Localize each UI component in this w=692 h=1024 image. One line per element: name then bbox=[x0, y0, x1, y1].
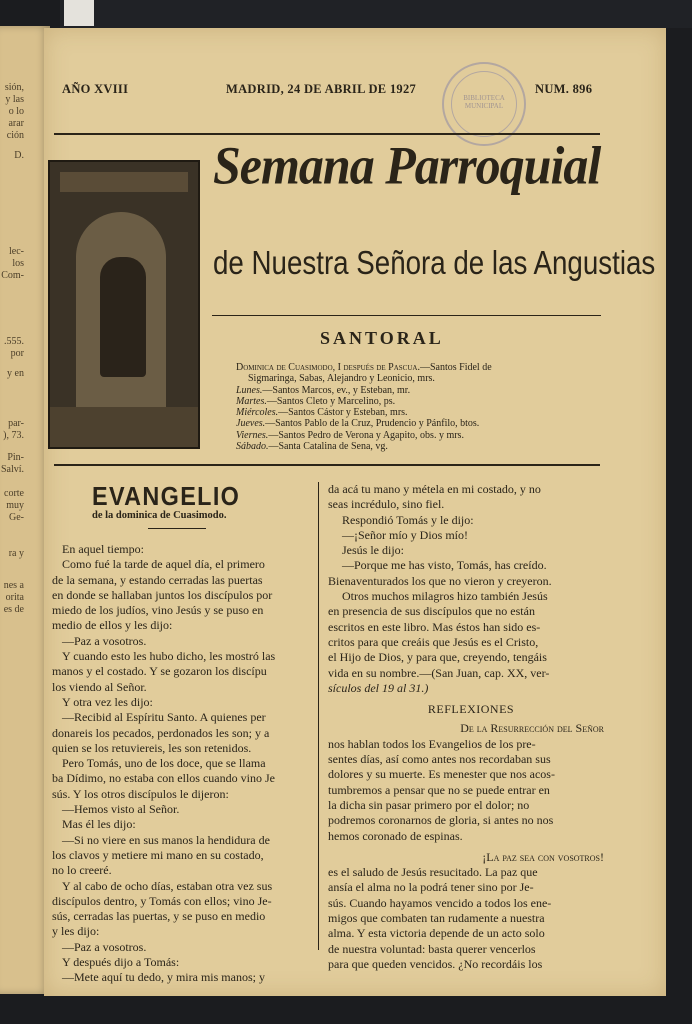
text-line: no lo creeré. bbox=[52, 863, 112, 878]
text-line: —Mete aquí tu dedo, y mira mis manos; y bbox=[62, 970, 265, 985]
left-fragment: ra y bbox=[8, 548, 24, 559]
text-line: medio de ellos y les dijo: bbox=[52, 618, 173, 633]
left-fragment: D. bbox=[14, 150, 24, 161]
santoral-line: Lunes.—Santos Marcos, ev., y Esteban, mr. bbox=[236, 384, 411, 396]
left-fragment: Com- bbox=[1, 270, 24, 281]
left-fragment: y en bbox=[7, 368, 24, 379]
left-page-edge bbox=[0, 26, 50, 994]
text-line: Y cuando esto les hubo dicho, les mostró las bbox=[62, 649, 276, 664]
left-fragment: nes a bbox=[3, 580, 24, 591]
text-line: manos y el costado. Y se gozaron los discípu bbox=[52, 664, 267, 679]
left-fragment: orita bbox=[5, 592, 24, 603]
text-line: en donde se hallaban juntos los discípulos por bbox=[52, 587, 273, 602]
text-line: migos que combaten tan rudamente a nuestra bbox=[328, 911, 545, 926]
left-fragment: es de bbox=[3, 604, 24, 615]
text-line: quien se los retuviereis, les son retenidos. bbox=[52, 740, 252, 755]
text-line: —Si no viere en sus manos la hendidura de bbox=[62, 832, 270, 847]
evangelio-title: EVANGELIO bbox=[92, 481, 241, 511]
masthead-rule bbox=[212, 315, 601, 316]
text-line: En aquel tiempo: bbox=[62, 542, 144, 556]
left-fragment: Ge- bbox=[9, 512, 24, 523]
text-line: Y al cabo de ocho días, estaban otra vez sus bbox=[62, 878, 273, 893]
text-line: de la semana, y estando cerradas las puertas bbox=[52, 572, 263, 587]
evangelio-left-column bbox=[52, 542, 316, 986]
evangelio-subtitle: de la dominica de Cuasimodo. bbox=[92, 510, 227, 521]
text-line: para que queden vencidos. ¿No recordáis los bbox=[328, 956, 543, 971]
reflexiones-heading: REFLEXIONES bbox=[427, 702, 515, 717]
text-line: podremos coronarnos de gloria, si antes no nos bbox=[328, 813, 554, 828]
santoral-list bbox=[236, 362, 580, 452]
santoral-heading: SANTORAL bbox=[320, 328, 444, 348]
left-fragment: Pin- bbox=[7, 452, 24, 463]
left-fragment: o lo bbox=[8, 106, 24, 117]
header-year: AÑO XVIII bbox=[62, 82, 129, 96]
church-photo bbox=[48, 160, 200, 449]
stamp-text: BIBLIOTECA MUNICIPAL bbox=[463, 94, 505, 110]
text-line: el Hijo de Dios, y para que, creyendo, tengáis bbox=[328, 650, 547, 665]
text-line: discípulos dentro, y Tomás con ellos; vino Je- bbox=[52, 893, 272, 908]
text-line: Jesús le dijo: bbox=[342, 543, 404, 558]
text-line: critos para que creáis que Jesús es el Cristo, bbox=[328, 634, 539, 649]
santoral-line: Dominica de Cuasimodo, I después de Pascua.—Santos Fidel de bbox=[236, 362, 492, 373]
reflexiones-section: De la Resurrección del Señor bbox=[460, 721, 604, 736]
text-line: es el saludo de Jesús resucitado. La paz que bbox=[328, 865, 538, 880]
left-fragment: corte bbox=[4, 488, 24, 499]
text-line: —Paz a vosotros. bbox=[62, 633, 147, 648]
text-line: Y después dijo a Tomás: bbox=[62, 955, 180, 970]
text-line: seas incrédulo, sino fiel. bbox=[328, 497, 445, 512]
text-line: —Paz a vosotros. bbox=[62, 939, 147, 954]
left-fragment: arar bbox=[8, 118, 24, 129]
text-line: escritos en este libro. Mas éstos han sido es- bbox=[328, 619, 541, 634]
reflexiones-quote: ¡La paz sea con vosotros! bbox=[482, 849, 604, 864]
left-fragment: por bbox=[10, 348, 24, 359]
text-line: Y otra vez les dijo: bbox=[62, 694, 153, 709]
column-rule bbox=[318, 482, 319, 950]
left-fragment: ), 73. bbox=[3, 430, 24, 441]
section-rule bbox=[54, 464, 600, 466]
left-fragment: los bbox=[12, 258, 24, 269]
text-line: donareis los pecados, perdonados les son; y a bbox=[52, 725, 270, 740]
left-fragment: par- bbox=[8, 418, 24, 429]
text-line: Pero Tomás, uno de los doce, que se llama bbox=[62, 756, 266, 771]
scan-background-bar bbox=[60, 0, 692, 28]
text-line: los viendo al Señor. bbox=[52, 679, 147, 694]
text-line: —¡Señor mío y Dios mío! bbox=[342, 527, 468, 542]
text-line: sículos del 19 al 31.) bbox=[328, 680, 429, 695]
text-line: Bienaventurados los que no vieron y creyeron. bbox=[328, 573, 552, 588]
left-fragment: sión, bbox=[4, 82, 24, 93]
left-fragment: muy bbox=[6, 500, 24, 511]
text-line: ansía el alma no la podrá tener sino por Je- bbox=[328, 880, 534, 895]
left-fragment: ción bbox=[6, 130, 24, 141]
text-line: en presencia de sus discípulos que no están bbox=[328, 604, 535, 619]
text-line: tumbremos a pensar que no se puede entrar en bbox=[328, 782, 550, 797]
text-line: —Hemos visto al Señor. bbox=[62, 802, 180, 817]
text-line: Respondió Tomás y le dijo: bbox=[342, 512, 474, 527]
text-line: miedo de los judíos, vino Jesús y se puso en bbox=[52, 603, 264, 618]
text-line: —Porque me has visto, Tomás, has creído. bbox=[342, 558, 547, 573]
santoral-line: Martes.—Santos Cleto y Marcelino, ps. bbox=[236, 395, 396, 407]
text-line: —Recibid al Espíritu Santo. A quienes per bbox=[62, 710, 266, 725]
masthead-title: Semana Parroquial bbox=[213, 134, 601, 196]
santoral-line: Jueves.—Santos Pablo de la Cruz, Prudencio y Pánfilo, btos. bbox=[236, 418, 480, 430]
evangelio-rule bbox=[148, 528, 206, 529]
text-line: dolores y su muerte. Es menester que nos acos- bbox=[328, 767, 555, 782]
text-line: da acá tu mano y métela en mi costado, y no bbox=[328, 482, 541, 496]
text-line: los clavos y metiere mi mano en su costado, bbox=[52, 847, 264, 862]
paper-tab bbox=[64, 0, 94, 26]
text-line: Mas él les dijo: bbox=[62, 817, 136, 832]
text-line: alma. Y esta victoria depende de un acto solo bbox=[328, 926, 545, 941]
left-fragment: lec- bbox=[9, 246, 24, 257]
santoral-line: Viernes.—Santos Pedro de Verona y Agapito, obs. y mrs. bbox=[236, 429, 464, 441]
header-number: NUM. 896 bbox=[535, 82, 593, 96]
santoral-line: Sábado.—Santa Catalina de Sena, vg. bbox=[236, 441, 388, 453]
left-fragment: Salví. bbox=[0, 464, 24, 475]
text-line: sentes días, así como antes nos recordaban sus bbox=[328, 752, 551, 767]
left-fragment: .555. bbox=[4, 336, 24, 347]
text-line: y les dijo: bbox=[52, 924, 100, 939]
text-line: sús, cerradas las puertas, y se puso en medio bbox=[52, 909, 266, 924]
masthead-subtitle: de Nuestra Señora de las Angustias bbox=[213, 244, 656, 281]
text-line: de nuestra voluntad: basta querer vencerlos bbox=[328, 941, 536, 956]
text-line: vida en su nombre.—(San Juan, cap. XX, ver- bbox=[328, 665, 550, 680]
text-line: Otros muchos milagros hizo también Jesús bbox=[342, 589, 548, 604]
santoral-line: Sigmaringa, Sabas, Alejandro y Leonicio, mrs. bbox=[248, 373, 435, 385]
text-line: nos hablan todos los Evangelios de los pre- bbox=[328, 736, 536, 751]
text-line: ba Dídimo, no estaba con ellos cuando vino Je bbox=[52, 771, 275, 786]
text-line: sús. Cuando hayamos vencido a todos los ene- bbox=[328, 895, 552, 910]
header-date: MADRID, 24 DE ABRIL DE 1927 bbox=[226, 82, 417, 96]
text-line: Como fué la tarde de aquel día, el primero bbox=[62, 557, 265, 572]
left-fragment: y las bbox=[5, 94, 24, 105]
santoral-line: Miércoles.—Santos Cástor y Esteban, mrs. bbox=[236, 407, 408, 419]
text-line: sús. Y los otros discípulos le dijeron: bbox=[52, 786, 229, 801]
text-line: la dicha sin pasar primero por el dolor; no bbox=[328, 797, 530, 812]
text-line: hemos coronado de espinas. bbox=[328, 828, 463, 843]
evangelio-right-column bbox=[328, 482, 604, 972]
